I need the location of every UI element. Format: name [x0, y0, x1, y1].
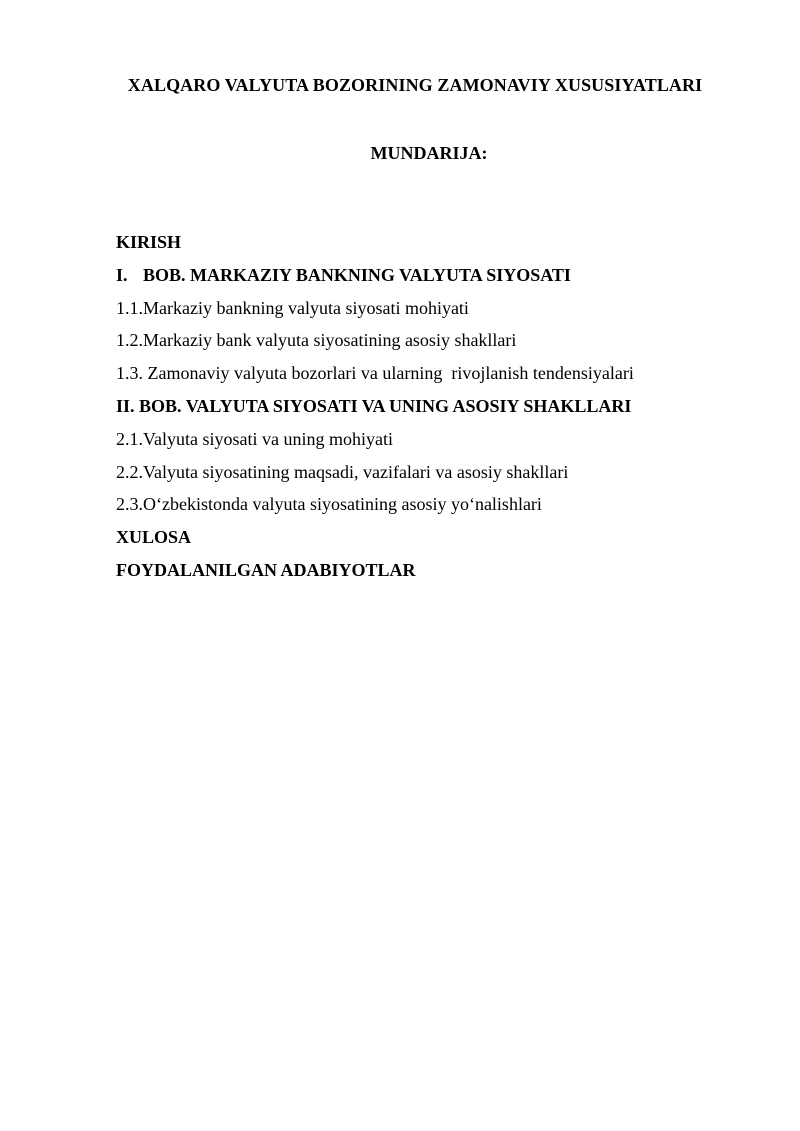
- chapter-1-number: I.: [116, 264, 128, 285]
- toc-item-intro: KIRISH: [116, 232, 182, 252]
- toc-item-section-1-1: 1.1.Markaziy bankning valyuta siyosati mohiyati: [116, 297, 469, 318]
- chapter-1-title: BOB. MARKAZIY BANKNING VALYUTA SIYOSATI: [143, 264, 571, 285]
- toc-heading: MUNDARIJA:: [370, 143, 488, 163]
- document-title: XALQARO VALYUTA BOZORINING ZAMONAVIY XUSUSIYATLARI: [127, 75, 703, 95]
- toc-item-section-2-2: 2.2.Valyuta siyosatining maqsadi, vazifalari va asosiy shakllari: [116, 461, 569, 482]
- toc-item-section-1-3: 1.3. Zamonaviy valyuta bozorlari va ularning rivojlanish tendensiyalari: [116, 363, 634, 384]
- toc-item-chapter-1: [116, 263, 736, 296]
- toc-item-section-2-3: 2.3.O‘zbekistonda valyuta siyosatining asosiy yo‘nalishlari: [116, 494, 542, 515]
- toc-item-section-1-2: 1.2.Markaziy bank valyuta siyosatining asosiy shakllari: [116, 330, 517, 351]
- toc-item-chapter-2: II. BOB. VALYUTA SIYOSATI VA UNING ASOSIY SHAKLLARI: [116, 395, 632, 416]
- toc-item-references: FOYDALANILGAN ADABIYOTLAR: [116, 559, 416, 580]
- toc-item-conclusion: XULOSA: [116, 527, 192, 548]
- table-of-contents: [116, 230, 736, 591]
- toc-item-section-2-1: 2.1.Valyuta siyosati va uning mohiyati: [116, 428, 393, 449]
